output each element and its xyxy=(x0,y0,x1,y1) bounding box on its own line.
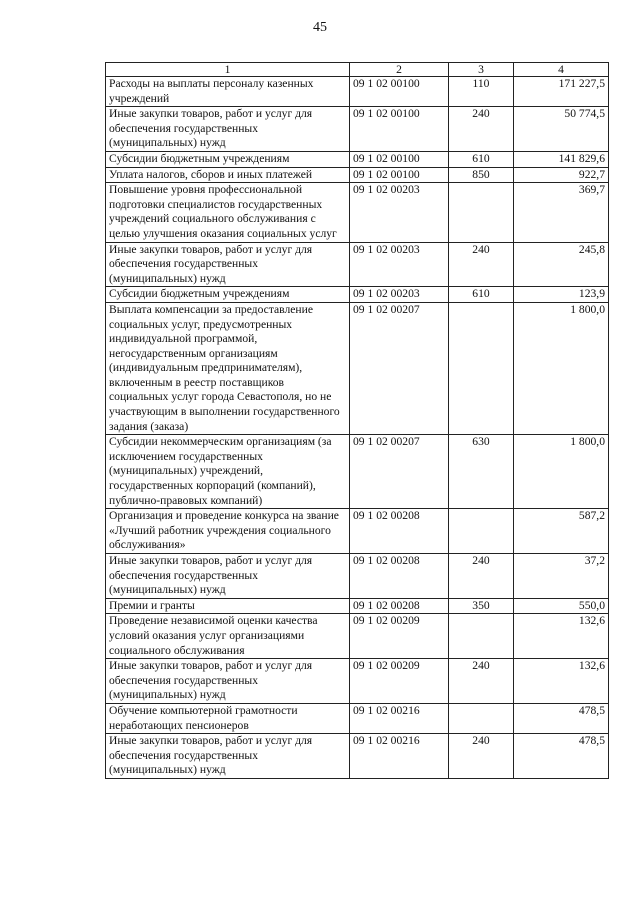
table-row xyxy=(106,734,609,779)
row-expense-type: 110 xyxy=(449,77,514,107)
row-expense-type: 610 xyxy=(449,287,514,303)
row-amount: 1 800,0 xyxy=(514,435,609,509)
row-amount: 171 227,5 xyxy=(514,77,609,107)
table-row xyxy=(106,703,609,733)
row-amount: 478,5 xyxy=(514,734,609,779)
row-code: 09 1 02 00100 xyxy=(350,107,449,152)
row-expense-type xyxy=(449,183,514,242)
row-code: 09 1 02 00207 xyxy=(350,302,449,434)
table-row xyxy=(106,242,609,287)
row-code: 09 1 02 00203 xyxy=(350,287,449,303)
table-row xyxy=(106,614,609,659)
table-row xyxy=(106,77,609,107)
row-expense-type xyxy=(449,703,514,733)
row-name: Проведение независимой оценки качества условий оказания услуг организациями социального обслуживания xyxy=(106,614,350,659)
row-name: Иные закупки товаров, работ и услуг для обеспечения государственных (муниципальных) нужд xyxy=(106,107,350,152)
header-row xyxy=(106,63,609,77)
row-expense-type: 850 xyxy=(449,167,514,183)
row-name: Субсидии бюджетным учреждениям xyxy=(106,151,350,167)
row-expense-type: 240 xyxy=(449,242,514,287)
row-code: 09 1 02 00208 xyxy=(350,598,449,614)
header-col-1: 1 xyxy=(106,63,350,77)
row-amount: 922,7 xyxy=(514,167,609,183)
row-name: Иные закупки товаров, работ и услуг для обеспечения государственных (муниципальных) нужд xyxy=(106,659,350,704)
table-row xyxy=(106,287,609,303)
row-expense-type xyxy=(449,302,514,434)
row-amount: 37,2 xyxy=(514,554,609,599)
budget-table xyxy=(105,62,609,779)
row-expense-type: 240 xyxy=(449,734,514,779)
table-row xyxy=(106,167,609,183)
page-number: 45 xyxy=(313,20,327,35)
row-code: 09 1 02 00207 xyxy=(350,435,449,509)
row-amount: 132,6 xyxy=(514,614,609,659)
row-code: 09 1 02 00100 xyxy=(350,167,449,183)
row-amount: 550,0 xyxy=(514,598,609,614)
table-row xyxy=(106,509,609,554)
row-code: 09 1 02 00208 xyxy=(350,509,449,554)
row-code: 09 1 02 00100 xyxy=(350,151,449,167)
row-code: 09 1 02 00208 xyxy=(350,554,449,599)
row-expense-type xyxy=(449,614,514,659)
row-expense-type: 350 xyxy=(449,598,514,614)
row-name: Выплата компенсации за предоставление социальных услуг, предусмотренных индивидуальной программой, негосударственным организациям (индивидуальным предпринимателям), включенным в реестр поставщиков социальных услуг города Севастополя, но не участвующим в выполнении государственного задания (заказа) xyxy=(106,302,350,434)
row-name: Премии и гранты xyxy=(106,598,350,614)
table-header xyxy=(106,63,609,77)
row-name: Повышение уровня профессиональной подготовки специалистов государственных учреждений социального обслуживания с целью улучшения оказания социальных услуг xyxy=(106,183,350,242)
row-amount: 50 774,5 xyxy=(514,107,609,152)
row-name: Расходы на выплаты персоналу казенных учреждений xyxy=(106,77,350,107)
table-row xyxy=(106,107,609,152)
row-name: Субсидии бюджетным учреждениям xyxy=(106,287,350,303)
table-body xyxy=(106,77,609,779)
row-expense-type xyxy=(449,509,514,554)
row-code: 09 1 02 00216 xyxy=(350,703,449,733)
row-expense-type: 240 xyxy=(449,107,514,152)
header-col-4: 4 xyxy=(514,63,609,77)
row-expense-type: 240 xyxy=(449,659,514,704)
row-name: Иные закупки товаров, работ и услуг для обеспечения государственных (муниципальных) нужд xyxy=(106,734,350,779)
row-amount: 132,6 xyxy=(514,659,609,704)
row-code: 09 1 02 00203 xyxy=(350,242,449,287)
table-row xyxy=(106,151,609,167)
row-code: 09 1 02 00209 xyxy=(350,659,449,704)
header-col-2: 2 xyxy=(350,63,449,77)
row-expense-type: 240 xyxy=(449,554,514,599)
row-name: Уплата налогов, сборов и иных платежей xyxy=(106,167,350,183)
row-expense-type: 630 xyxy=(449,435,514,509)
table-row xyxy=(106,183,609,242)
row-code: 09 1 02 00100 xyxy=(350,77,449,107)
row-amount: 369,7 xyxy=(514,183,609,242)
row-amount: 587,2 xyxy=(514,509,609,554)
row-code: 09 1 02 00209 xyxy=(350,614,449,659)
row-code: 09 1 02 00203 xyxy=(350,183,449,242)
row-amount: 141 829,6 xyxy=(514,151,609,167)
table-row xyxy=(106,554,609,599)
row-name: Обучение компьютерной грамотности неработающих пенсионеров xyxy=(106,703,350,733)
row-amount: 245,8 xyxy=(514,242,609,287)
table-row xyxy=(106,435,609,509)
row-name: Иные закупки товаров, работ и услуг для обеспечения государственных (муниципальных) нужд xyxy=(106,554,350,599)
row-amount: 123,9 xyxy=(514,287,609,303)
row-code: 09 1 02 00216 xyxy=(350,734,449,779)
row-name: Субсидии некоммерческим организациям (за исключением государственных (муниципальных) учреждений, государственных корпораций (компаний), публично-правовых компаний) xyxy=(106,435,350,509)
row-expense-type: 610 xyxy=(449,151,514,167)
header-col-3: 3 xyxy=(449,63,514,77)
table-row xyxy=(106,302,609,434)
row-name: Организация и проведение конкурса на звание «Лучший работник учреждения социального обслуживания» xyxy=(106,509,350,554)
table-row xyxy=(106,598,609,614)
row-name: Иные закупки товаров, работ и услуг для обеспечения государственных (муниципальных) нужд xyxy=(106,242,350,287)
table-row xyxy=(106,659,609,704)
row-amount: 1 800,0 xyxy=(514,302,609,434)
row-amount: 478,5 xyxy=(514,703,609,733)
